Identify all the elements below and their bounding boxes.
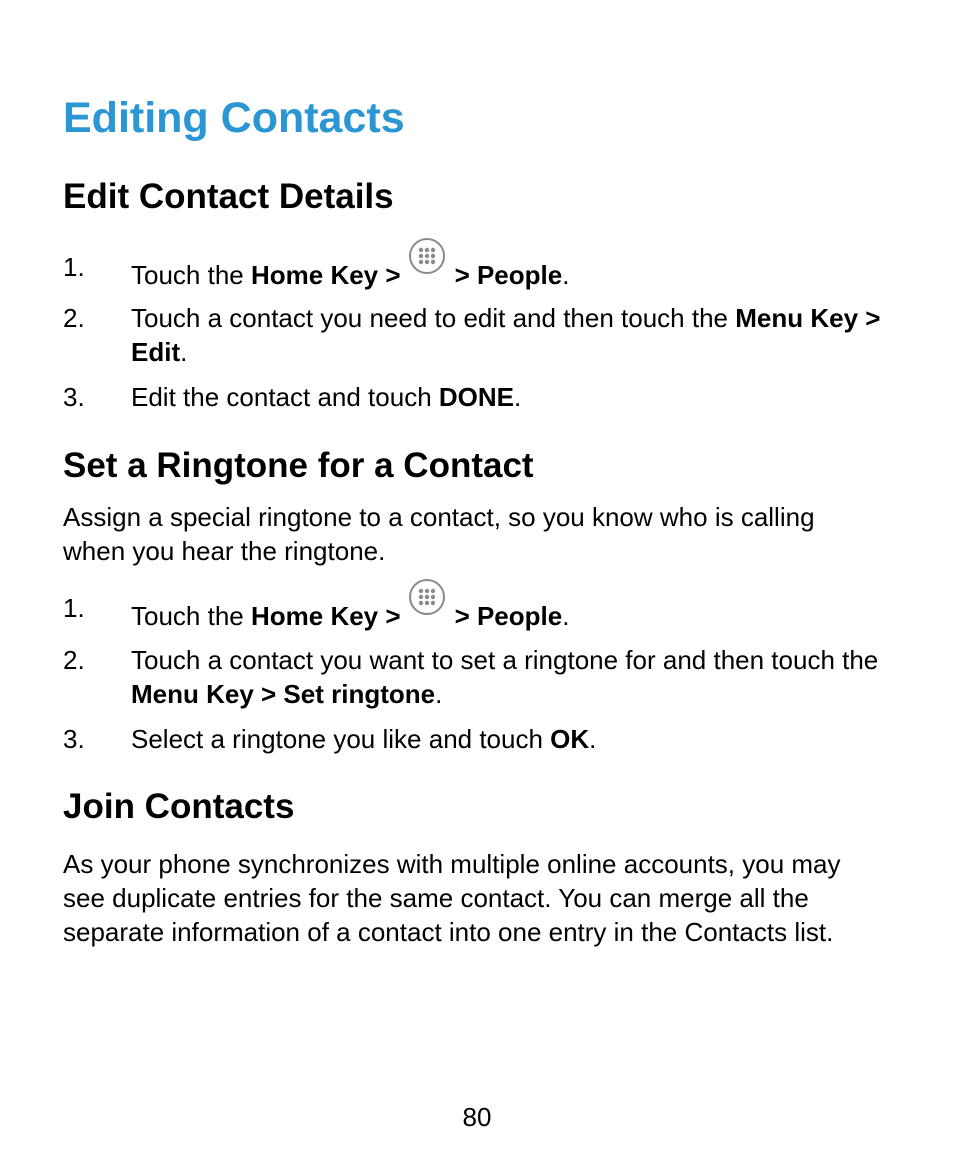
step-number: 1.	[63, 252, 85, 282]
section-heading-set-ringtone: Set a Ringtone for a Contact	[63, 446, 534, 485]
step-number: 3.	[63, 382, 85, 412]
step-text: Select a ringtone you like and touch OK.	[131, 724, 597, 754]
step-number: 3.	[63, 724, 85, 754]
page-title: Editing Contacts	[63, 94, 405, 142]
section-heading-join-contacts: Join Contacts	[63, 787, 295, 826]
step-text: Touch the Home Key > > People.	[131, 250, 901, 292]
apps-launcher-icon	[407, 577, 447, 617]
step-text: Edit the contact and touch DONE.	[131, 382, 522, 412]
step-number: 2.	[63, 303, 85, 333]
step-text: Touch a contact you want to set a ringtone for and then touch the Menu Key > Set ringtone.	[131, 645, 879, 709]
page-number: 80	[462, 1102, 492, 1132]
step-number: 2.	[63, 645, 85, 675]
apps-launcher-icon	[407, 236, 447, 276]
step-text: Touch the Home Key > > People.	[131, 591, 901, 633]
section-heading-edit-contact-details: Edit Contact Details	[63, 177, 394, 216]
section-intro: As your phone synchronizes with multiple online accounts, you may see duplicate entries for the same contact. You can merge all the separate information of a contact into one entry in the Contacts list.	[63, 849, 841, 947]
section-intro: Assign a special ringtone to a contact, so you know who is calling when you hear the ringtone.	[63, 502, 815, 566]
step-number: 1.	[63, 593, 85, 623]
step-text: Touch a contact you need to edit and then touch the Menu Key > Edit.	[131, 303, 881, 367]
